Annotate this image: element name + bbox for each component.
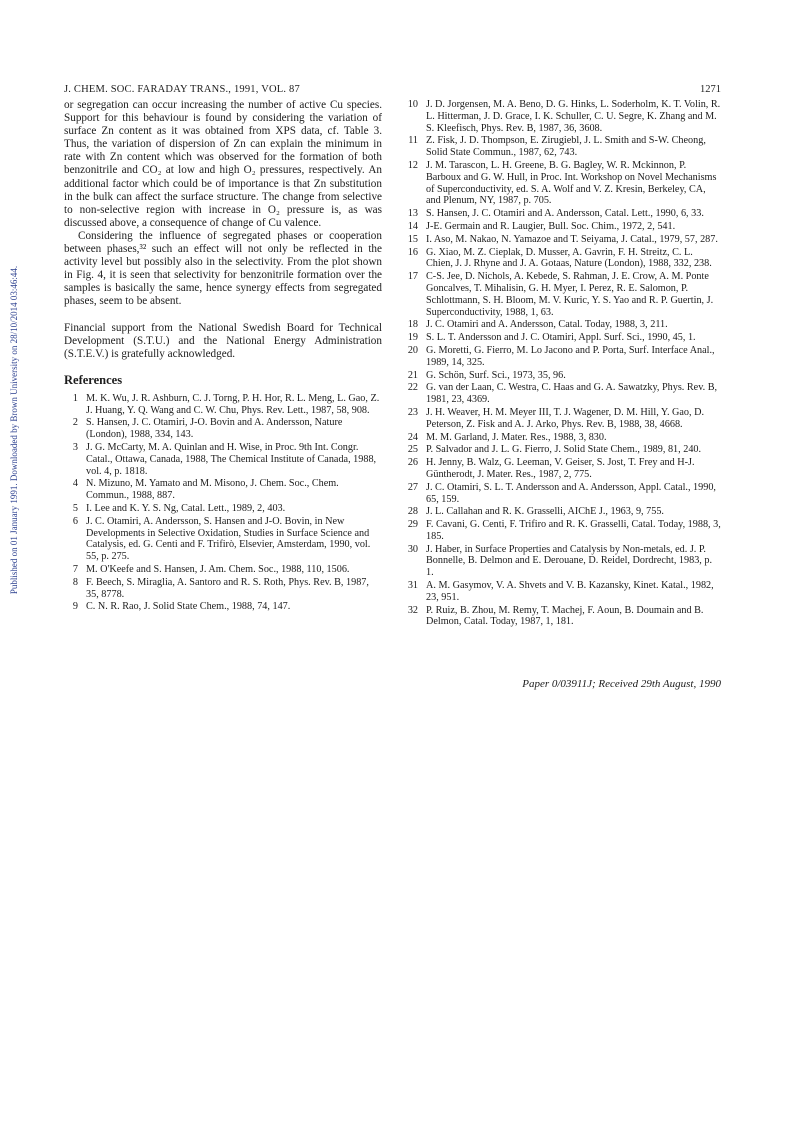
reference-text: M. K. Wu, J. R. Ashburn, C. J. Torng, P. H. Hor, R. L. Meng, L. Gao, Z. J. Huang, Y. Q. Wang and C. W. Chu, Phys. Rev. Lett., 1987, 58, 908. xyxy=(86,392,380,416)
reference-text: S. Hansen, J. C. Otamiri and A. Andersson, Catal. Lett., 1990, 6, 33. xyxy=(426,208,704,220)
reference-text: C. N. R. Rao, J. Solid State Chem., 1988, 74, 147. xyxy=(86,601,291,613)
reference-item xyxy=(404,160,721,207)
reference-item xyxy=(404,519,721,543)
paper-received: Paper 0/03911J; Received 29th August, 1990 xyxy=(522,678,721,690)
reference-number: 24 xyxy=(407,431,418,443)
body-paragraph-1: or segregation can occur increasing the number of active Cu species. Support for this behaviour is found by considering the variation of surface Zn content as it was obtained from XPS data, cf. Table 3. Thus, the variation of dispersion of Zn can explain the minimum in rate with Zn content which was observed for the formation of both benzonitrile and CO₂ at low and high O₂ pressures, respectively. An additional factor which could be of importance is that Zn substitution in the bulk can affect the surface structure. The change from selective to non-selective region with increase in O₂ pressure is, as was discussed above, a consequence of change of Cu valence. xyxy=(64,99,382,229)
reference-number: 5 xyxy=(72,503,78,515)
running-header: J. CHEM. SOC. FARADAY TRANS., 1991, VOL. 87 xyxy=(64,84,300,95)
reference-number: 31 xyxy=(407,580,418,592)
reference-text: P. Ruiz, B. Zhou, M. Remy, T. Machej, F. Aoun, B. Doumain and B. Delmon, Catal. Today, 1987, 1, 181. xyxy=(426,604,704,628)
reference-text: S. L. T. Andersson and J. C. Otamiri, Appl. Surf. Sci., 1990, 45, 1. xyxy=(426,332,696,344)
reference-number: 14 xyxy=(407,220,418,232)
reference-text: F. Beech, S. Miraglia, A. Santoro and R. S. Roth, Phys. Rev. B, 1987, 35, 8778. xyxy=(86,576,369,600)
reference-item xyxy=(64,393,382,417)
reference-number: 23 xyxy=(407,406,418,418)
reference-text: I. Lee and K. Y. S. Ng, Catal. Lett., 1989, 2, 403. xyxy=(86,503,286,515)
reference-item xyxy=(404,234,721,246)
reference-item xyxy=(64,417,382,441)
body-paragraph-2: Considering the influence of segregated phases or cooperation between phases,³² such an effect will not only be reflected in the activity level but possibly also in the selectivity. From the plot shown in Fig. 4, it is seen that selectivity for benzonitrile formation over the samples is basically the same, hence synergy effects from segregated phases, seem to be absent. xyxy=(64,229,382,308)
reference-text: P. Salvador and J. L. G. Fierro, J. Solid State Chem., 1989, 81, 240. xyxy=(426,444,702,456)
reference-text: F. Cavani, G. Centi, F. Trifiro and R. K. Grasselli, Catal. Today, 1988, 3, 185. xyxy=(426,519,721,542)
reference-number: 4 xyxy=(72,478,78,490)
reference-number: 13 xyxy=(407,208,418,220)
reference-item xyxy=(404,457,721,481)
reference-number: 15 xyxy=(407,233,418,245)
reference-item xyxy=(404,605,721,629)
reference-text: J. M. Tarascon, L. H. Greene, B. G. Bagley, W. R. Mckinnon, P. Barboux and G. W. Hull, in Proc. Int. Workshop on Novel Mechanisms of Superconductivity, ed. S. A. Wolf and V. Z. Kresin, Berkeley, CA, and Plenum, NY, 1987, p. 705. xyxy=(426,159,717,207)
reference-number: 3 xyxy=(72,442,78,454)
reference-item xyxy=(404,135,721,159)
reference-item xyxy=(404,208,721,220)
reference-text: J. L. Callahan and R. K. Grasselli, AIChE J., 1963, 9, 755. xyxy=(426,506,664,518)
download-notice: Published on 01 January 1991. Downloaded by Brown University on 28/10/2014 03:46:44. xyxy=(9,265,19,595)
reference-text: C-S. Jee, D. Nichols, A. Kebede, S. Rahman, J. E. Crow, A. M. Ponte Goncalves, T. Mihalisin, G. H. Myer, I. Perez, R. E. Salomon, P. Schlottmann, S. H. Bloom, M. V. Kuric, Y. S. Yao and R. P. Guertin, J. Superconductivity, 1988, 1, 63. xyxy=(426,271,714,318)
reference-item xyxy=(404,370,721,382)
page-number: 1271 xyxy=(700,84,721,95)
reference-number: 17 xyxy=(407,271,418,283)
reference-item xyxy=(64,577,382,601)
reference-number: 25 xyxy=(407,444,418,456)
reference-list-right xyxy=(404,99,721,628)
reference-text: G. Moretti, G. Fierro, M. Lo Jacono and P. Porta, Surf. Interface Anal., 1989, 14, 325. xyxy=(426,344,715,368)
reference-text: M. M. Garland, J. Mater. Res., 1988, 3, 830. xyxy=(426,431,607,443)
reference-text: J. C. Otamiri, A. Andersson, S. Hansen and J-O. Bovin, in New Developments in Selective Oxidation, Studies in Surface Science and Catalysis, ed. G. Centi and F. Trifirò, Elsevier, Amsterdam, 1990, vol. 55, p. 275. xyxy=(86,515,371,563)
reference-item xyxy=(404,99,721,134)
reference-item xyxy=(404,544,721,579)
reference-text: G. Schön, Surf. Sci., 1973, 35, 96. xyxy=(426,369,566,381)
reference-number: 26 xyxy=(407,457,418,469)
reference-text: M. O'Keefe and S. Hansen, J. Am. Chem. Soc., 1988, 110, 1506. xyxy=(86,564,350,576)
reference-text: I. Aso, M. Nakao, N. Yamazoe and T. Seiyama, J. Catal., 1979, 57, 287. xyxy=(426,233,718,245)
reference-text: J. H. Weaver, H. M. Meyer III, T. J. Wagener, D. M. Hill, Y. Gao, D. Peterson, Z. Fisk and A. J. Arko, Phys. Rev. B, 1988, 38, 4668. xyxy=(426,406,705,430)
left-column xyxy=(64,99,382,614)
reference-item xyxy=(404,407,721,431)
reference-text: J. C. Otamiri, S. L. T. Andersson and A. Andersson, Appl. Catal., 1990, 65, 159. xyxy=(426,481,716,505)
reference-text: Z. Fisk, J. D. Thompson, E. Zirugiebl, J. L. Smith and S-W. Cheong, Solid State Commun., 1987, 62, 743. xyxy=(426,135,706,159)
reference-number: 30 xyxy=(407,543,418,555)
reference-text: G. Xiao, M. Z. Cieplak, D. Musser, A. Gavrin, F. H. Streitz, C. L. Chien, J. J. Rhyne and J. A. Gotaas, Nature (London), 1988, 332, 238. xyxy=(426,246,712,270)
reference-text: J. G. McCarty, M. A. Quinlan and H. Wise, in Proc. 9th Int. Congr. Catal., Ottawa, Canada, 1988, The Chemical Institute of Canada, 1988, vol. 4, p. 1818. xyxy=(86,442,377,477)
reference-number: 28 xyxy=(407,506,418,518)
reference-number: 32 xyxy=(407,604,418,616)
reference-number: 10 xyxy=(407,99,418,110)
reference-text: J. C. Otamiri and A. Andersson, Catal. Today, 1988, 3, 211. xyxy=(426,319,668,331)
reference-item xyxy=(404,271,721,318)
reference-item xyxy=(64,601,382,613)
reference-text: J-E. Germain and R. Laugier, Bull. Soc. Chim., 1972, 2, 541. xyxy=(426,220,676,232)
reference-item xyxy=(64,516,382,563)
reference-item xyxy=(64,442,382,477)
reference-item xyxy=(404,444,721,456)
reference-text: A. M. Gasymov, V. A. Shvets and V. B. Kazansky, Kinet. Katal., 1982, 23, 951. xyxy=(426,580,714,603)
reference-text: S. Hansen, J. C. Otamiri, J-O. Bovin and A. Andersson, Nature (London), 1988, 334, 143. xyxy=(86,417,343,441)
reference-number: 20 xyxy=(407,344,418,356)
reference-text: J. D. Jorgensen, M. A. Beno, D. G. Hinks, L. Soderholm, K. T. Volin, R. L. Hitterman, J. D. Grace, I. K. Schuller, C. U. Segre, K. Zhang and M. S. Kleefisch, Phys. Rev. B, 1987, 36, 3608. xyxy=(426,99,721,134)
reference-item xyxy=(404,580,721,604)
reference-number: 9 xyxy=(72,601,78,613)
reference-item xyxy=(64,478,382,502)
reference-text: H. Jenny, B. Walz, G. Leeman, V. Geiser, S. Jost, T. Frey and H-J. Güntherodt, J. Mater. Res., 1987, 2, 775. xyxy=(426,457,695,480)
reference-item xyxy=(404,345,721,369)
reference-number: 27 xyxy=(407,481,418,493)
reference-text: J. Haber, in Surface Properties and Catalysis by Non-metals, ed. J. P. Bonnelle, B. Delmon and E. Derouane, D. Reidel, Dordrecht, 1983, p. 1. xyxy=(426,543,713,579)
reference-number: 19 xyxy=(407,332,418,344)
reference-number: 2 xyxy=(72,417,78,429)
reference-number: 12 xyxy=(407,159,418,171)
reference-number: 16 xyxy=(407,246,418,258)
acknowledgement: Financial support from the National Swedish Board for Technical Development (S.T.U.) and the National Energy Administration (S.T.E.V.) is gratefully acknowledged. xyxy=(64,321,382,360)
reference-item xyxy=(404,332,721,344)
reference-number: 29 xyxy=(407,519,418,531)
reference-number: 8 xyxy=(72,576,78,588)
reference-item xyxy=(404,221,721,233)
download-watermark xyxy=(4,150,24,710)
reference-number: 7 xyxy=(72,564,78,576)
reference-number: 21 xyxy=(407,369,418,381)
reference-item xyxy=(64,564,382,576)
reference-item xyxy=(404,319,721,331)
reference-text: N. Mizuno, M. Yamato and M. Misono, J. Chem. Soc., Chem. Commun., 1988, 887. xyxy=(86,478,339,502)
reference-number: 11 xyxy=(408,135,418,147)
reference-item xyxy=(64,503,382,515)
reference-item xyxy=(404,247,721,271)
reference-number: 22 xyxy=(407,382,418,394)
reference-number: 6 xyxy=(72,515,78,527)
reference-item xyxy=(404,382,721,406)
reference-list-left xyxy=(64,393,382,613)
reference-number: 1 xyxy=(72,392,78,404)
references-heading: References xyxy=(64,372,123,387)
reference-item xyxy=(404,482,721,506)
reference-text: G. van der Laan, C. Westra, C. Haas and G. A. Sawatzky, Phys. Rev. B, 1981, 23, 4369. xyxy=(426,382,718,406)
right-column xyxy=(404,99,721,629)
reference-item xyxy=(404,432,721,444)
reference-item xyxy=(404,506,721,518)
reference-number: 18 xyxy=(407,319,418,331)
